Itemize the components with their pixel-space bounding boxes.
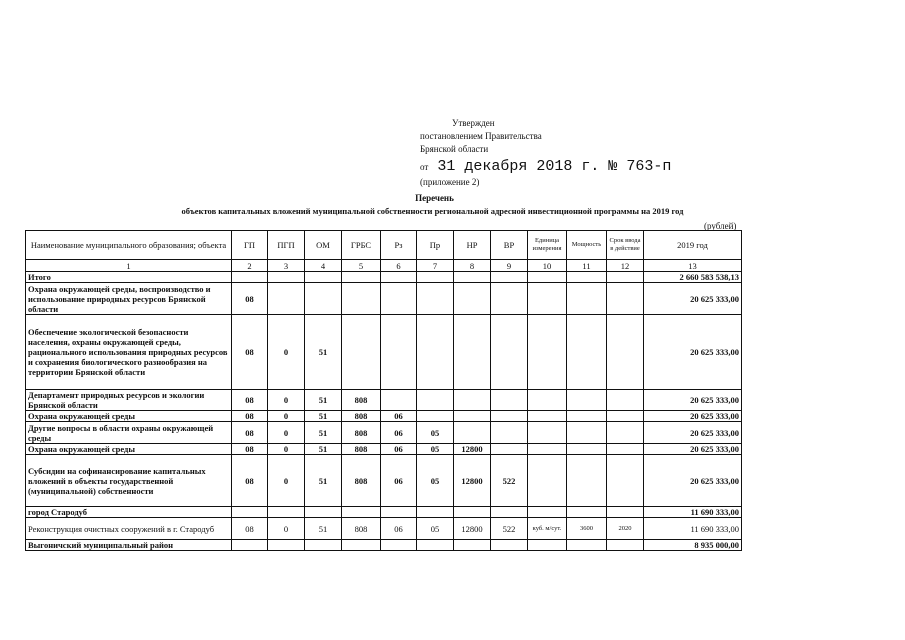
- cell-ppgp: 0: [268, 422, 305, 444]
- cell-om: 51: [305, 455, 342, 507]
- cell-nr: [454, 422, 491, 444]
- column-number: 8: [454, 260, 491, 272]
- header-pr: Пр: [417, 231, 454, 260]
- cell-capacity: [567, 455, 607, 507]
- cell-om: [305, 507, 342, 518]
- cell-pr: 05: [417, 422, 454, 444]
- cell-vr: [491, 540, 528, 551]
- cell-grbs: 808: [342, 444, 381, 455]
- cell-unit: [528, 422, 567, 444]
- cell-ppgp: [268, 272, 305, 283]
- cell-sum: 2 660 583 538,13: [644, 272, 742, 283]
- cell-grbs: 808: [342, 518, 381, 540]
- cell-vr: 522: [491, 455, 528, 507]
- table-row: [26, 315, 742, 390]
- cell-sum: 20 625 333,00: [644, 283, 742, 315]
- units-label: (рублей): [704, 221, 737, 231]
- cell-ppgp: 0: [268, 518, 305, 540]
- cell-pr: [417, 283, 454, 315]
- row-name: Охрана окружающей среды, воспроизводство и использование природных ресурсов Брянской области: [26, 283, 232, 315]
- cell-capacity: [567, 507, 607, 518]
- header-gp: ГП: [232, 231, 268, 260]
- header-grbs: ГРБС: [342, 231, 381, 260]
- cell-grbs: [342, 315, 381, 390]
- cell-sum: 11 690 333,00: [644, 507, 742, 518]
- cell-sum: 20 625 333,00: [644, 390, 742, 411]
- cell-gp: 08: [232, 444, 268, 455]
- cell-capacity: [567, 315, 607, 390]
- header-name: Наименование муниципального образования; объекта: [26, 231, 232, 260]
- cell-rz: 06: [381, 411, 417, 422]
- column-number: 13: [644, 260, 742, 272]
- cell-rz: 06: [381, 518, 417, 540]
- investment-table: [25, 230, 742, 551]
- cell-pr: 05: [417, 518, 454, 540]
- table-row: [26, 444, 742, 455]
- cell-pr: [417, 315, 454, 390]
- cell-unit: [528, 507, 567, 518]
- approval-line-approved: Утвержден: [452, 118, 495, 128]
- cell-rz: [381, 507, 417, 518]
- cell-unit: [528, 315, 567, 390]
- header-term: Срок ввода в действие: [607, 231, 644, 260]
- cell-capacity: [567, 272, 607, 283]
- column-number: 7: [417, 260, 454, 272]
- row-name: Охрана окружающей среды: [26, 411, 232, 422]
- row-name: Другие вопросы в области охраны окружающей среды: [26, 422, 232, 444]
- cell-vr: [491, 507, 528, 518]
- cell-vr: [491, 422, 528, 444]
- cell-vr: [491, 315, 528, 390]
- cell-nr: [454, 283, 491, 315]
- cell-capacity: [567, 390, 607, 411]
- cell-nr: [454, 390, 491, 411]
- cell-rz: 06: [381, 455, 417, 507]
- cell-om: [305, 283, 342, 315]
- cell-gp: [232, 272, 268, 283]
- row-name: Субсидии на софинансирование капитальных вложений в объекты государственной (муниципальной) собственности: [26, 455, 232, 507]
- cell-nr: [454, 315, 491, 390]
- cell-vr: 522: [491, 518, 528, 540]
- cell-term: 2020: [607, 518, 644, 540]
- column-number: 2: [232, 260, 268, 272]
- table-header-row: [26, 231, 742, 260]
- cell-om: 51: [305, 422, 342, 444]
- cell-gp: [232, 540, 268, 551]
- cell-grbs: [342, 283, 381, 315]
- cell-sum: 20 625 333,00: [644, 422, 742, 444]
- table-row: [26, 422, 742, 444]
- table-row: [26, 507, 742, 518]
- cell-capacity: 3600: [567, 518, 607, 540]
- cell-vr: [491, 272, 528, 283]
- cell-om: 51: [305, 315, 342, 390]
- cell-grbs: 808: [342, 411, 381, 422]
- cell-sum: 20 625 333,00: [644, 455, 742, 507]
- cell-term: [607, 540, 644, 551]
- cell-capacity: [567, 540, 607, 551]
- column-number: 1: [26, 260, 232, 272]
- cell-gp: 08: [232, 455, 268, 507]
- cell-gp: 08: [232, 411, 268, 422]
- table-row: [26, 540, 742, 551]
- cell-ppgp: 0: [268, 390, 305, 411]
- cell-rz: 06: [381, 444, 417, 455]
- cell-capacity: [567, 422, 607, 444]
- header-rz: Рз: [381, 231, 417, 260]
- cell-pr: 05: [417, 455, 454, 507]
- cell-pr: [417, 411, 454, 422]
- cell-capacity: [567, 444, 607, 455]
- cell-grbs: 808: [342, 422, 381, 444]
- cell-om: 51: [305, 518, 342, 540]
- row-name: Охрана окружающей среды: [26, 444, 232, 455]
- cell-rz: [381, 540, 417, 551]
- cell-grbs: 808: [342, 455, 381, 507]
- column-number: 6: [381, 260, 417, 272]
- table-row: [26, 411, 742, 422]
- cell-ppgp: 0: [268, 315, 305, 390]
- header-unit: Единица измерения: [528, 231, 567, 260]
- cell-rz: [381, 272, 417, 283]
- cell-rz: 06: [381, 422, 417, 444]
- decree-prefix: от: [420, 162, 429, 172]
- cell-grbs: [342, 540, 381, 551]
- cell-unit: [528, 444, 567, 455]
- cell-unit: [528, 411, 567, 422]
- cell-nr: [454, 411, 491, 422]
- cell-term: [607, 272, 644, 283]
- column-numbers-row: [26, 260, 742, 272]
- cell-ppgp: [268, 283, 305, 315]
- cell-term: [607, 507, 644, 518]
- table-row: [26, 390, 742, 411]
- cell-nr: 12800: [454, 444, 491, 455]
- table-row: [26, 272, 742, 283]
- cell-term: [607, 315, 644, 390]
- cell-unit: [528, 455, 567, 507]
- cell-vr: [491, 283, 528, 315]
- cell-om: [305, 272, 342, 283]
- row-name: Реконструкция очистных сооружений в г. Стародуб: [26, 518, 232, 540]
- cell-nr: [454, 507, 491, 518]
- cell-pr: [417, 390, 454, 411]
- cell-ppgp: [268, 507, 305, 518]
- appendix-label: (приложение 2): [420, 177, 480, 187]
- cell-sum: 8 935 000,00: [644, 540, 742, 551]
- column-number: 5: [342, 260, 381, 272]
- cell-gp: 08: [232, 518, 268, 540]
- table-row: [26, 518, 742, 540]
- cell-unit: [528, 283, 567, 315]
- cell-sum: 20 625 333,00: [644, 444, 742, 455]
- cell-gp: [232, 507, 268, 518]
- cell-ppgp: 0: [268, 455, 305, 507]
- cell-om: 51: [305, 390, 342, 411]
- cell-rz: [381, 390, 417, 411]
- cell-grbs: 808: [342, 390, 381, 411]
- cell-rz: [381, 283, 417, 315]
- cell-gp: 08: [232, 315, 268, 390]
- cell-nr: [454, 540, 491, 551]
- cell-term: [607, 390, 644, 411]
- header-ppgp: ПГП: [268, 231, 305, 260]
- cell-ppgp: 0: [268, 444, 305, 455]
- approval-line-decree-body: постановлением Правительства: [420, 131, 542, 141]
- cell-gp: 08: [232, 283, 268, 315]
- cell-capacity: [567, 411, 607, 422]
- cell-pr: 05: [417, 444, 454, 455]
- header-year: 2019 год: [644, 231, 742, 260]
- header-capacity: Мощность: [567, 231, 607, 260]
- cell-nr: 12800: [454, 518, 491, 540]
- column-number: 10: [528, 260, 567, 272]
- cell-unit: [528, 390, 567, 411]
- row-name: Обеспечение экологической безопасности населения, охраны окружающей среды, рационального использования природных ресурсов и сохранения биологического разнообразия на территории Брянской области: [26, 315, 232, 390]
- column-number: 9: [491, 260, 528, 272]
- column-number: 12: [607, 260, 644, 272]
- header-vr: ВР: [491, 231, 528, 260]
- document-title: Перечень: [415, 193, 454, 203]
- cell-ppgp: [268, 540, 305, 551]
- cell-term: [607, 444, 644, 455]
- row-name: Департамент природных ресурсов и экологии Брянской области: [26, 390, 232, 411]
- document-subtitle: объектов капитальных вложений муниципальной собственности региональной адресной инвестиционной программы на 2019 год: [181, 206, 684, 216]
- cell-term: [607, 283, 644, 315]
- cell-rz: [381, 315, 417, 390]
- header-om: ОМ: [305, 231, 342, 260]
- decree-date-number: 31 декабря 2018 г. № 763-п: [437, 158, 672, 175]
- cell-sum: 11 690 333,00: [644, 518, 742, 540]
- cell-vr: [491, 390, 528, 411]
- decree-number: [420, 158, 671, 176]
- cell-gp: 08: [232, 390, 268, 411]
- column-number: 4: [305, 260, 342, 272]
- cell-capacity: [567, 283, 607, 315]
- cell-sum: 20 625 333,00: [644, 411, 742, 422]
- cell-vr: [491, 411, 528, 422]
- row-name: Итого: [26, 272, 232, 283]
- cell-term: [607, 455, 644, 507]
- cell-gp: 08: [232, 422, 268, 444]
- table-row: [26, 455, 742, 507]
- approval-block: [420, 117, 671, 189]
- column-number: 11: [567, 260, 607, 272]
- row-name: город Стародуб: [26, 507, 232, 518]
- cell-grbs: [342, 507, 381, 518]
- cell-pr: [417, 540, 454, 551]
- cell-ppgp: 0: [268, 411, 305, 422]
- table-row: [26, 283, 742, 315]
- cell-term: [607, 422, 644, 444]
- cell-nr: [454, 272, 491, 283]
- cell-pr: [417, 507, 454, 518]
- cell-pr: [417, 272, 454, 283]
- cell-unit: [528, 272, 567, 283]
- cell-grbs: [342, 272, 381, 283]
- cell-om: [305, 540, 342, 551]
- cell-unit: куб. м/сут.: [528, 518, 567, 540]
- cell-vr: [491, 444, 528, 455]
- cell-term: [607, 411, 644, 422]
- column-number: 3: [268, 260, 305, 272]
- approval-line-region: Брянской области: [420, 144, 489, 154]
- cell-om: 51: [305, 411, 342, 422]
- cell-om: 51: [305, 444, 342, 455]
- cell-nr: 12800: [454, 455, 491, 507]
- cell-sum: 20 625 333,00: [644, 315, 742, 390]
- row-name: Выгоничский муниципальный район: [26, 540, 232, 551]
- cell-unit: [528, 540, 567, 551]
- header-nr: НР: [454, 231, 491, 260]
